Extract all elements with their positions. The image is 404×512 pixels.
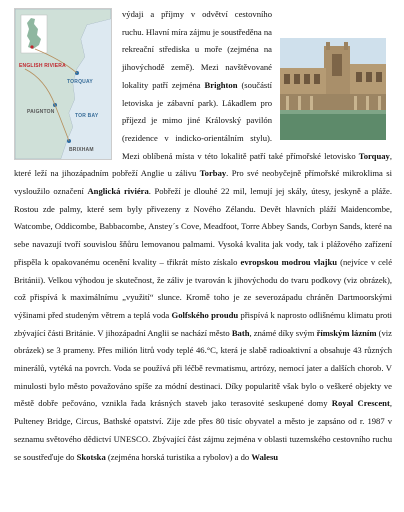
bold-brighton: Brighton	[204, 79, 238, 90]
english-riviera-map	[14, 8, 112, 160]
map-label-torquay: TORQUAY	[67, 79, 93, 85]
uk-inset	[21, 15, 47, 53]
bold-rimske-lazne: římským lázním	[316, 327, 377, 338]
text-run: výdaji a příjmy v odvětví cestovního ruchu. Hlavní míra zájmu je soustředěna na rekreační střediska u moře (zejména na jihovýchodě země). Mezi navštěvované lokality patří zejména	[122, 9, 272, 90]
map-label-brixham: BRIXHAM	[69, 147, 94, 153]
bold-golfsky-proud: Golfského proudu	[171, 309, 239, 320]
roman-baths-graphic	[280, 38, 386, 140]
bold-anglicka-riviera: Anglická riviéra	[87, 186, 149, 197]
map-label-english-riviera: ENGLISH RIVIERA	[19, 63, 66, 69]
bold-modra-vlajka: evropskou modrou vlajku	[240, 256, 338, 267]
map-label-tor-bay: TOR BAY	[75, 113, 99, 119]
bold-royal-crescent: Royal Crescent	[331, 398, 390, 409]
text-run: (viz obrázek) se 3 prameny. Přes milión litrů vody teplé 46.°C, která je slabě radioaktivní a obsahuje 43 různých minerálů, vytéká na povrch. Voda se používá při léčbě revmatismu, artrózy, nemocí jater a dalších chorob. V minulosti bylo město považováno spíše za módní destinaci. Díky popularitě však bylo o veškeré objekty ve městě dobře pečováno, vznikla řada krásných staveb jako terasovité seskupené domy	[14, 327, 392, 409]
text-run: . Pobřeží je dlouhé 22 mil, lemují jej skály, útesy, jeskyně a pláže. Rostou zde palmy, které sem byly přivezeny z Nového Zélandu. Devět hlavních pláží Maidencombe, Watcombe, Oddicombe, Babbacombe, Anstey´s Cove, Meadfoot, Torre Abbey Sands, Corbyn Sands, které na sebe navazují tvoří souvislou šňůru lemovanou palmami. Vysoká kvalita jak vody, tak i plážového zařízení přispěla k opakovanému ocenění kvality – třikrát místo získalo	[14, 186, 392, 267]
text-run: (součástí letoviska je zábavní park). Lákadlem pro příjezd je mimo jiné Královský pavilón (rezidence v indicko-orientálním stylu). Mezi oblíbená místa v této lokalitě patří také přímořské letovisko	[122, 79, 359, 161]
roman-baths-photo	[280, 38, 386, 140]
text-run: (zejména horská turistika a rybolov) a do	[105, 451, 252, 462]
text-run: , které leží na jihozápadním pobřeží Anglie u zálivu	[14, 150, 392, 179]
map-graphic	[15, 9, 111, 159]
bold-wales: Walesu	[251, 451, 279, 462]
bold-torbay: Torbay	[199, 168, 227, 179]
document-page	[14, 6, 392, 466]
text-run: (nejvíce v celé Británii). Velkou výhodou je skutečnost, že záliv je tvarován k jihovýchodu do tvaru podkovy (viz obrázek), což přispívá k maximálnímu „využití“ slunce. Kromě toho je ze severozápadu chráněn Dartmoorskými výšinami před studeným větrem a teplá voda	[14, 256, 393, 320]
text-run: . Pro své neobyčejně přímořské mikroklima si vysloužilo označení	[14, 168, 392, 197]
bold-torquay: Torquay	[358, 150, 390, 161]
text-run: , Pulteney Bridge, Circus, Bathské opatství. Zije zde přes 80 tisíc obyvatel a město je zapsáno od r. 1987 v seznamu světového dědictví UNESCO. Zbývající část zájmu zejména v oblasti tuzemského cestovního ruchu se soustřeďuje do	[14, 398, 392, 462]
map-label-paignton: PAIGNTON	[27, 109, 55, 115]
text-run: , známé díky svým	[249, 327, 317, 338]
bold-bath: Bath	[231, 327, 250, 338]
bold-skotsko: Skotska	[76, 451, 106, 462]
text-run: přispívá k naprosto odlišnému klimatu proti zbývající části Británie. V jihozápadní Anglii se nachází město	[14, 309, 393, 338]
